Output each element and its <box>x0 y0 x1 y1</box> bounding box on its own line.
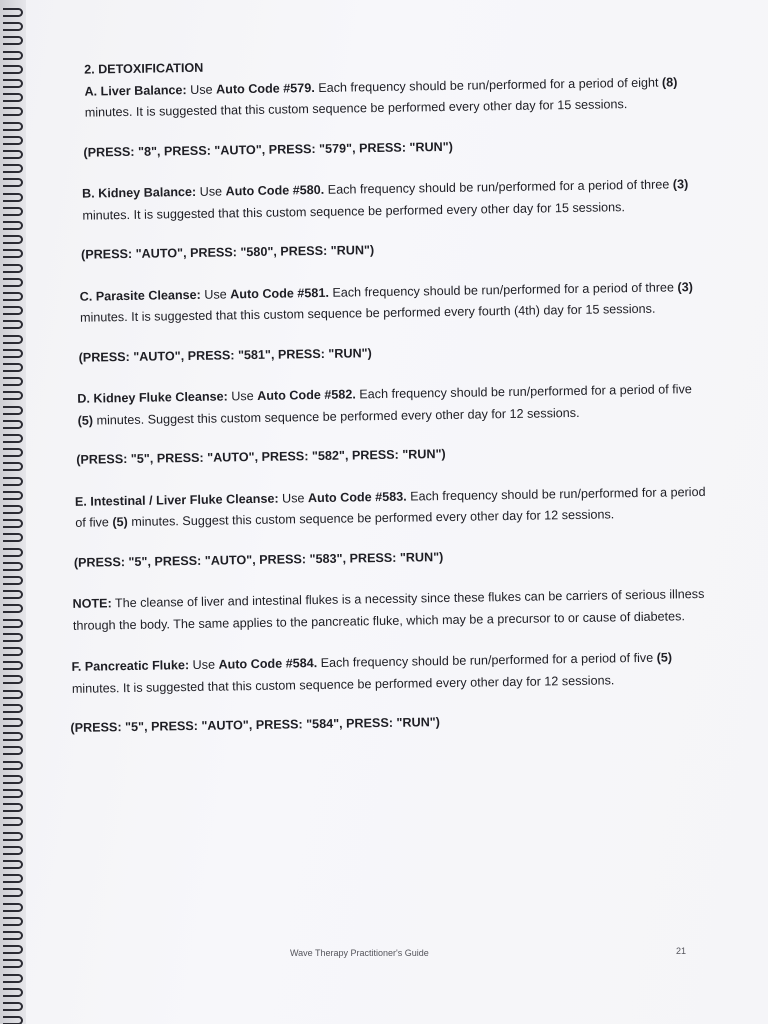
section-c-label: C. Parasite Cleanse: <box>79 287 201 304</box>
binding-coil <box>3 604 23 613</box>
section-b-press: (PRESS: "AUTO", PRESS: "580", PRESS: "RUN") <box>80 243 375 262</box>
binding-coil <box>3 79 23 88</box>
binding-coil <box>3 164 23 173</box>
binding-coil <box>3 775 23 784</box>
section-d-minutes: (5) <box>77 413 94 428</box>
binding-coil <box>3 178 23 187</box>
section-d-lead: Use <box>227 388 258 404</box>
binding-coil <box>3 633 23 642</box>
section-f-lead: Use <box>189 657 219 673</box>
binding-coil <box>3 264 23 273</box>
binding-coil <box>3 65 23 74</box>
binding-coil <box>3 406 23 415</box>
binding-coil <box>3 306 23 315</box>
binding-coil <box>3 505 23 514</box>
binding-coil <box>3 718 23 727</box>
binding-coil <box>3 562 23 571</box>
page-content <box>60 50 711 759</box>
section-d-paragraph <box>77 379 706 432</box>
binding-coil <box>3 1016 23 1024</box>
binding-coil <box>3 619 23 628</box>
section-e-paragraph <box>75 481 708 534</box>
binding-coil <box>3 320 23 329</box>
section-a-press: (PRESS: "8", PRESS: "AUTO", PRESS: "579", PRESS: "RUN") <box>83 139 453 160</box>
binding-coil <box>3 675 23 684</box>
section-f-code: Auto Code #584. <box>218 656 318 672</box>
section-a-pre-minutes: Each frequency should be run/performed for a period of eight <box>314 75 663 95</box>
binding-coil <box>3 832 23 841</box>
section-e-rest: minutes. Suggest this custom sequence be performed every other day for 12 sessions. <box>127 507 615 529</box>
section-f-pre-minutes: Each frequency should be run/performed for a period of five <box>317 650 657 671</box>
binding-coil <box>3 548 23 557</box>
binding-coil <box>3 1002 23 1011</box>
section-a-minutes: (8) <box>661 74 678 90</box>
binding-coil <box>3 746 23 755</box>
section-c-paragraph <box>80 276 705 329</box>
binding-coil <box>3 420 23 429</box>
binding-coil <box>3 278 23 287</box>
binding-coil <box>3 363 23 372</box>
binding-coil <box>3 377 23 386</box>
section-c-rest: minutes. It is suggested that this custom sequence be performed every fourth (4th) day for 15 sessions. <box>79 301 656 325</box>
section-b-lead: Use <box>196 184 226 199</box>
binding-coil <box>3 434 23 443</box>
section-e-press: (PRESS: "5", PRESS: "AUTO", PRESS: "583", PRESS: "RUN") <box>73 549 444 570</box>
binding-coil <box>3 93 23 102</box>
binding-coil <box>3 51 23 60</box>
note-label: NOTE: <box>72 596 112 611</box>
binding-coil <box>3 647 23 656</box>
section-e-label: E. Intestinal / Liver Fluke Cleanse: <box>74 491 279 509</box>
section-c-pre-minutes: Each frequency should be run/performed for a period of three <box>328 279 678 300</box>
binding-coil <box>3 150 23 159</box>
binding-coil <box>3 122 23 131</box>
section-d-rest: minutes. Suggest this custom sequence be performed every other day for 12 sessions. <box>92 405 580 428</box>
binding-coil <box>3 207 23 216</box>
binding-coil <box>3 761 23 770</box>
binding-coil <box>3 533 23 542</box>
section-f-rest: minutes. It is suggested that this custom sequence be performed every other day for 12 sessions. <box>71 672 615 696</box>
binding-coil <box>3 817 23 826</box>
section-a-paragraph <box>84 71 701 124</box>
footer-title: Wave Therapy Practitioner's Guide <box>290 948 429 958</box>
binding-coil <box>3 491 23 500</box>
section-b-minutes: (3) <box>672 177 689 192</box>
binding-coil <box>3 917 23 926</box>
binding-coil <box>3 803 23 812</box>
binding-coil <box>3 221 23 230</box>
binding-coil <box>3 661 23 670</box>
section-b-paragraph <box>82 174 703 227</box>
section-b-pre-minutes: Each frequency should be run/performed for a period of three <box>324 177 673 197</box>
section-c-code: Auto Code #581. <box>230 285 329 301</box>
section-d-pre-minutes: Each frequency should be run/performed for a period of five <box>355 382 692 402</box>
binding-coil <box>3 22 23 31</box>
binding-coil <box>3 8 23 17</box>
binding-coil <box>3 903 23 912</box>
section-c-minutes: (3) <box>677 279 693 294</box>
binding-coil <box>3 945 23 954</box>
binding-coil <box>3 704 23 713</box>
section-f-press: (PRESS: "5", PRESS: "AUTO", PRESS: "584", PRESS: "RUN") <box>70 715 441 735</box>
binding-coil <box>3 391 23 400</box>
binding-coil <box>3 349 23 358</box>
binding-coil <box>3 888 23 897</box>
section-a-code: Auto Code #579. <box>215 80 315 97</box>
binding-coil <box>3 519 23 528</box>
section-d-code: Auto Code #582. <box>257 387 356 403</box>
section-a-label: A. Liver Balance: <box>84 82 187 99</box>
binding-coil <box>3 690 23 699</box>
section-c-press: (PRESS: "AUTO", PRESS: "581", PRESS: "RUN") <box>78 345 372 365</box>
section-e-pre-minutes: Each frequency should be run/performed for a period of five <box>75 484 706 530</box>
binding-coil <box>3 107 23 116</box>
binding-coil <box>3 193 23 202</box>
section-d-press: (PRESS: "5", PRESS: "AUTO", PRESS: "582", PRESS: "RUN") <box>76 446 446 467</box>
section-heading: 2. DETOXIFICATION <box>84 60 204 77</box>
binding-coil <box>3 36 23 45</box>
binding-coil <box>3 959 23 968</box>
binding-coil <box>3 335 23 344</box>
section-b-code: Auto Code #580. <box>225 182 325 199</box>
binding-coil <box>3 576 23 585</box>
binding-coil <box>3 477 23 486</box>
section-c-lead: Use <box>200 286 231 302</box>
binding-coil <box>3 235 23 244</box>
binding-coil <box>3 974 23 983</box>
binding-coil <box>3 931 23 940</box>
section-b-label: B. Kidney Balance: <box>81 184 197 201</box>
binding-coil <box>3 846 23 855</box>
binding-coil <box>3 136 23 145</box>
binding-coil <box>3 732 23 741</box>
page-number: 21 <box>676 946 687 956</box>
section-e-minutes: (5) <box>112 514 128 530</box>
binding-coil <box>3 292 23 301</box>
section-d-label: D. Kidney Fluke Cleanse: <box>77 389 228 406</box>
binding-coil <box>3 988 23 997</box>
note-text: The cleanse of liver and intestinal flukes is a necessity since these flukes can be carriers of serious illness through the body. The same applies to the pancreatic fluke, which may be a precursor to or cause of diabetes. <box>72 586 705 633</box>
binding-coil <box>3 448 23 457</box>
section-e-code: Auto Code #583. <box>307 489 407 505</box>
section-b-rest: minutes. It is suggested that this custom sequence be performed every other day for 15 sessions. <box>82 199 625 223</box>
binding-coil <box>3 789 23 798</box>
binding-coil <box>3 874 23 883</box>
binding-coil <box>3 249 23 258</box>
section-a-rest: minutes. It is suggested that this custom sequence be performed every other day for 15 sessions. <box>84 97 628 120</box>
section-f-label: F. Pancreatic Fluke: <box>71 658 190 674</box>
section-f-minutes: (5) <box>656 650 673 665</box>
section-a-lead: Use <box>186 82 217 97</box>
binding-coil <box>3 590 23 599</box>
section-f-paragraph <box>71 647 710 700</box>
binding-coil <box>3 860 23 869</box>
section-e-lead: Use <box>278 490 309 506</box>
spiral-binding <box>0 0 26 1024</box>
binding-coil <box>3 462 23 471</box>
